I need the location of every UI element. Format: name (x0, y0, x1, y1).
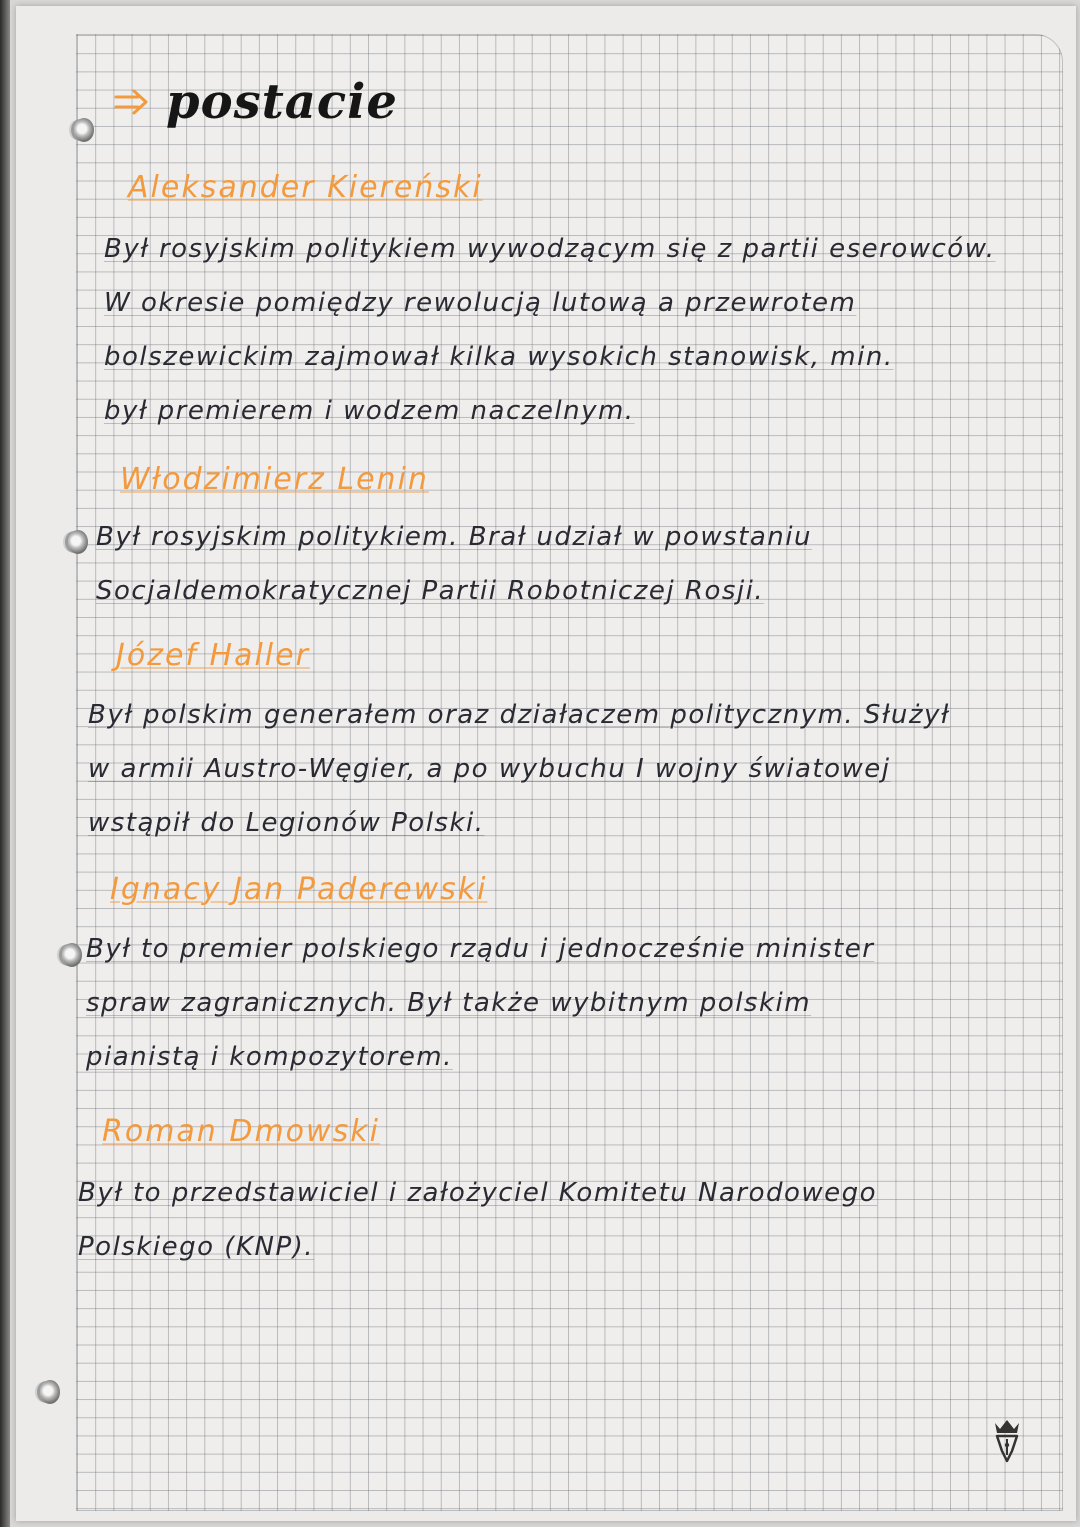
section-body (88, 688, 1048, 850)
binder-hole (74, 118, 94, 142)
text-line: Socjaldemokratycznej Partii Robotniczej Rosji. (96, 576, 765, 606)
section-heading: Ignacy Jan Paderewski (110, 872, 488, 907)
text-line: Był polskim generałem oraz działaczem politycznym. Służył (88, 700, 950, 730)
section-heading: Włodzimierz Lenin (120, 462, 429, 497)
notebook-sheet (16, 6, 1076, 1521)
section-haller (116, 638, 1076, 673)
section-body (86, 922, 1046, 1084)
section-lenin (120, 462, 1080, 497)
page-title: postacie (166, 74, 398, 130)
arrow-icon (112, 87, 156, 117)
text-line: W okresie pomiędzy rewolucją lutową a przewrotem (104, 288, 857, 318)
binder-hole (40, 1380, 60, 1404)
section-heading: Aleksander Kiereński (128, 170, 483, 205)
section-body (104, 222, 1064, 438)
section-body (78, 1166, 1038, 1274)
section-body (96, 510, 1056, 618)
section-kierenski (128, 170, 1080, 205)
pen-nib-crown-icon (990, 1417, 1024, 1463)
text-line: pianistą i kompozytorem. (86, 1042, 453, 1072)
section-dmowski (102, 1114, 1062, 1149)
binder-hole (62, 943, 82, 967)
section-heading: Józef Haller (116, 638, 310, 673)
text-line: Polskiego (KNP). (78, 1232, 315, 1262)
text-line: Był to przedstawiciel i założyciel Komitetu Narodowego (78, 1178, 878, 1208)
text-line: wstąpił do Legionów Polski. (88, 808, 485, 838)
text-line: bolszewickim zajmował kilka wysokich stanowisk, min. (104, 342, 894, 372)
text-line: był premierem i wodzem naczelnym. (104, 396, 635, 426)
text-line: w armii Austro-Węgier, a po wybuchu I wojny światowej (88, 754, 891, 784)
text-line: Był rosyjskim politykiem. Brał udział w powstaniu (96, 522, 812, 552)
title-row (112, 74, 398, 130)
section-paderewski (110, 872, 1070, 907)
photo-edge (0, 0, 10, 1527)
text-line: spraw zagranicznych. Był także wybitnym polskim (86, 988, 812, 1018)
binder-hole (68, 530, 88, 554)
section-heading: Roman Dmowski (102, 1114, 380, 1149)
text-line: Był rosyjskim politykiem wywodzącym się z partii eserowców. (104, 234, 996, 264)
text-line: Był to premier polskiego rządu i jednocześnie minister (86, 934, 875, 964)
